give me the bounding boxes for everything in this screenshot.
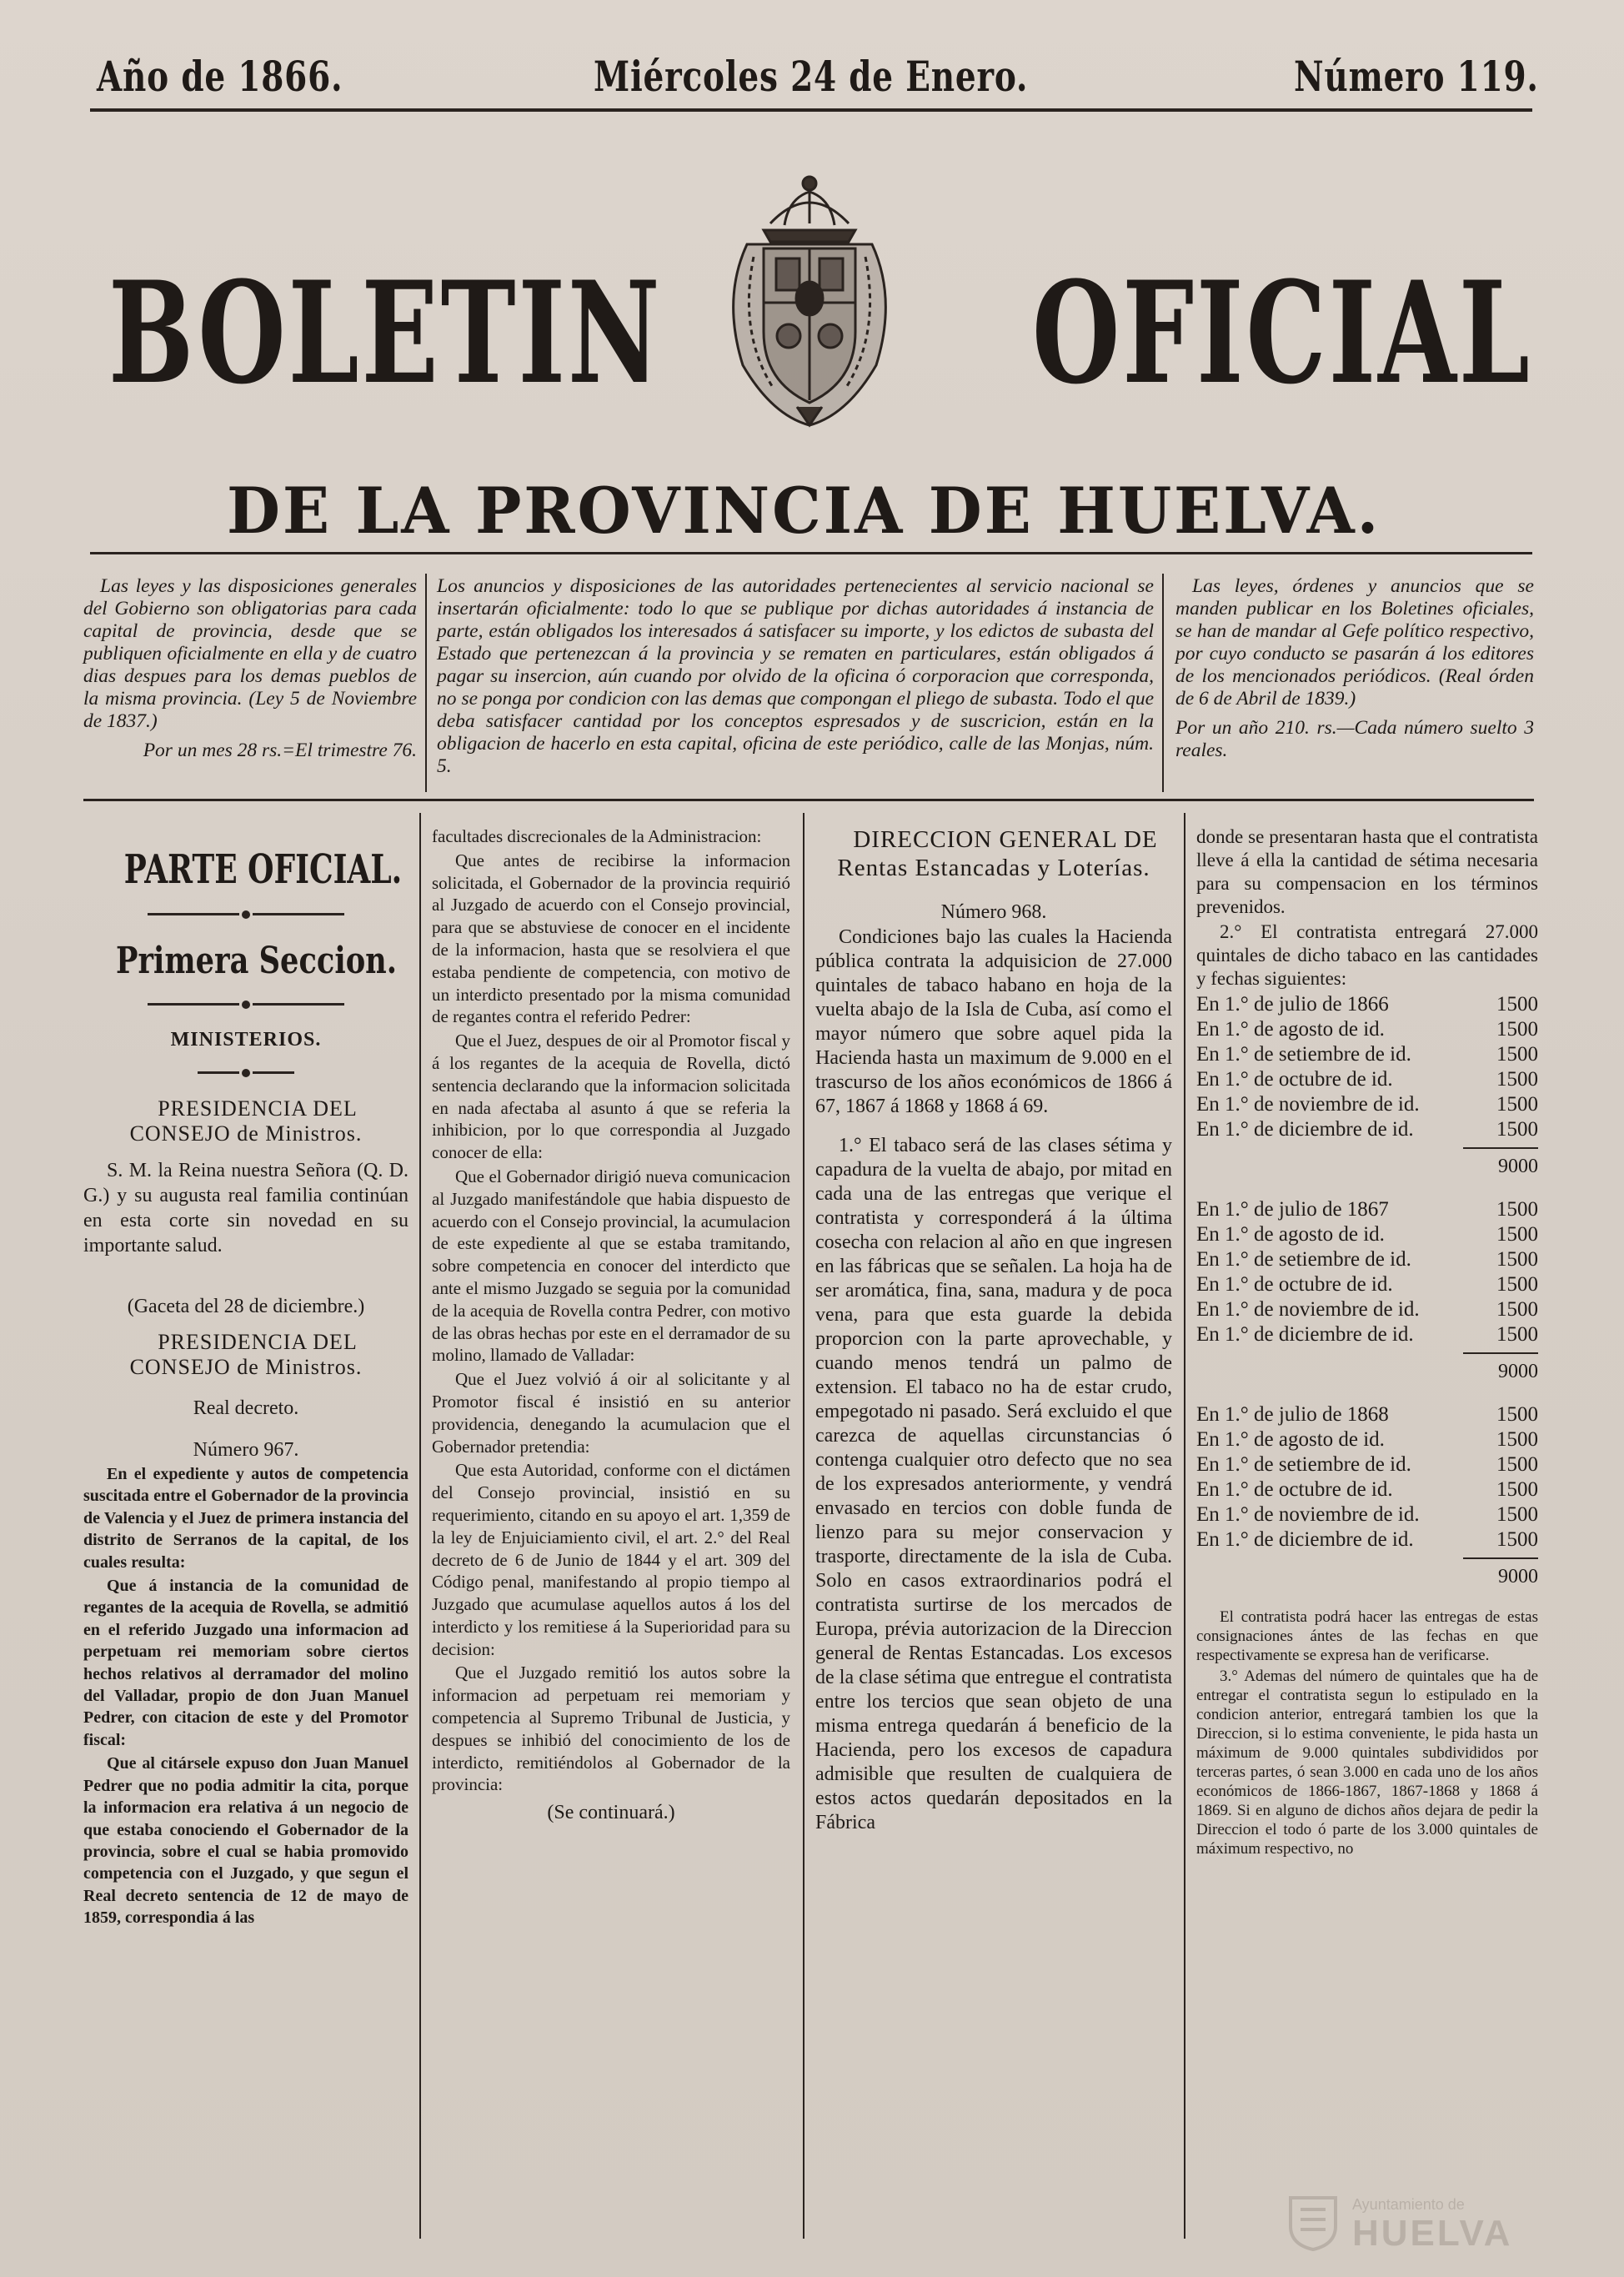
ministerios-heading: MINISTERIOS.	[170, 1029, 322, 1051]
schedule-row	[1196, 1502, 1538, 1527]
ornament	[83, 901, 409, 925]
schedule-quantity: 1500	[1496, 1503, 1538, 1526]
schedule-date: En 1.° de diciembre de id.	[1196, 1118, 1414, 1141]
notice-left-price: Por un mes 28 rs.=El trimestre 76.	[143, 740, 417, 761]
schedule-row	[1196, 1477, 1538, 1502]
schedule-quantity: 1500	[1496, 993, 1538, 1016]
schedule-date: En 1.° de octubre de id.	[1196, 1068, 1393, 1091]
schedule-quantity: 1500	[1496, 1273, 1538, 1296]
schedule-quantity: 1500	[1496, 1248, 1538, 1271]
schedule-quantity: 1500	[1496, 1528, 1538, 1551]
sum-rule	[1463, 1352, 1538, 1354]
schedule-row	[1196, 992, 1538, 1017]
numero-968: Número 968.	[940, 901, 1047, 923]
schedule-date: En 1.° de diciembre de id.	[1196, 1323, 1414, 1346]
schedule-row	[1196, 1427, 1538, 1452]
column-divider-1	[419, 813, 421, 2239]
schedule-row	[1196, 1067, 1538, 1092]
issue-year: Año de 1866.	[97, 52, 343, 101]
paragraph: 1.° El tabaco será de las clases sétima y capadura de la vuelta de abajo, por mitad en cada una de las entregas que verique el contratista y corresponderá á la última cosecha con relacion al año en que ingresen en las fábricas que se señalen. La hoja ha de ser aromática, fina, sana, madura y de poca vena, para que esta guarde la debida proporcion con la parte aprovechable, y cuando menos tendrá un palmo de extension. El tabaco no ha de estar crudo, empegotado ni pasado. Será excluido el que carezca de aquellas circunstancias ó contenga cualquier otro defecto que no sea de los expresados anteriormente, y vendrá envasado en tercios con doble funda de lienzo para su mejor conservacion y trasporte, directamente de la isla de Cuba. Solo en casos extraordinarios podrá el contratista surtirse de los mercados de Europa, prévia autorizacion de la Direccion general de Rentas Estancadas. Los excesos de la clase sétima que entregue el contratista entre los tercios que sean objeto de una misma entrega quedarán á beneficio de la Hacienda, pero los excesos de capadura admisible que resulten de cualquiera de estos actos quedarán depositados en la Fábrica	[815, 1135, 1172, 1833]
schedule-date: En 1.° de julio de 1866	[1196, 993, 1389, 1016]
schedule-row	[1196, 1452, 1538, 1477]
paragraph: En el expediente y autos de competencia suscitada entre el Gobernador de la provincia de Valencia y el Juez de primera instancia del distrito de Serranos de la capital, de los cuales resulta:	[83, 1465, 409, 1572]
paragraph: 3.° Ademas del número de quintales que ha de entregar el contratista segun lo estipulado en la condicion anterior, entregará tambien los que la Direccion, si lo estima conveniente, le pida hasta un máximum de 9.000 quintales subdivididos por terceras partes, ó sean 3.000 en cada uno de los años económicos de 1866-1867, 1867-1868 y 1868 á 1869. Si en alguno de dichos años dejara de pedir la Direccion el todo ó parte de los 3.000 quintales de máximum respectivo, no	[1196, 1668, 1538, 1858]
notices-rule	[83, 799, 1534, 801]
schedule-total-3: 9000	[1498, 1566, 1538, 1587]
continuara-note: (Se continuará.)	[547, 1802, 675, 1824]
schedule-quantity: 1500	[1496, 1043, 1538, 1066]
column-divider-2	[803, 813, 804, 2239]
ornament	[83, 991, 409, 1015]
schedule-date: En 1.° de agosto de id.	[1196, 1223, 1385, 1246]
schedule-row	[1196, 1117, 1538, 1142]
primera-seccion-title: Primera Seccion.	[116, 940, 398, 982]
schedule-date: En 1.° de octubre de id.	[1196, 1478, 1393, 1501]
schedule-quantity: 1500	[1496, 1198, 1538, 1221]
delivery-schedule-1866	[1196, 992, 1538, 1142]
schedule-date: En 1.° de agosto de id.	[1196, 1018, 1385, 1041]
schedule-row	[1196, 1247, 1538, 1272]
schedule-row	[1196, 1222, 1538, 1247]
delivery-schedule-1867	[1196, 1197, 1538, 1347]
schedule-quantity: 1500	[1496, 1223, 1538, 1246]
paragraph: Que á instancia de la comunidad de regantes de la acequia de Rovella, se admitió en el referido Juzgado una informacion ad perpetuam rei memoriam sobre ciertos hechos relativos al derramador del molino del Valladar, propio de don Juan Manuel Pedrer, con citacion de este y del Promotor fiscal:	[83, 1577, 409, 1749]
schedule-row	[1196, 1042, 1538, 1067]
schedule-quantity: 1500	[1496, 1478, 1538, 1501]
sum-rule	[1463, 1147, 1538, 1149]
schedule-date: En 1.° de julio de 1867	[1196, 1198, 1389, 1221]
paragraph: Que esta Autoridad, conforme con el dictámen del Consejo provincial, insistió en su requerimiento, citando en su apoyo el art. 1,359 de la ley de Enjuiciamiento civil, el art. 2.° del Real decreto de 6 de Junio de 1844 y el art. 309 del Código penal, manifestando al propio tiempo al Juzgado que acumulase aquellos autos á los del interdicto y los remitiese á la Superioridad para su decision:	[432, 1460, 790, 1659]
paragraph: Que el Gobernador dirigió nueva comunicacion al Juzgado manifestándole que habia dispuesto de acuerdo con el Consejo provincial, la acumulacion de este expediente al que se estaba tramitando, sobre competencia en conocer del interdicto que ante el mismo Juzgado se seguia por la comunidad de la acequia de Rovella contra Pedrer, con motivo de las obras hechas por este en el derramador de su molino, llamado de Valladar:	[432, 1166, 790, 1366]
watermark-line-1: Ayuntamiento de	[1352, 2196, 1465, 2213]
schedule-date: En 1.° de agosto de id.	[1196, 1428, 1385, 1451]
paragraph: facultades discrecionales de la Administracion:	[432, 826, 762, 846]
schedule-date: En 1.° de octubre de id.	[1196, 1273, 1393, 1296]
column-3	[815, 825, 1172, 1837]
schedule-date: En 1.° de noviembre de id.	[1196, 1503, 1420, 1526]
notice-left-text: Las leyes y las disposiciones generales del Gobierno son obligatorias para cada capital de provincia, desde que se publiquen oficialmente en ella y de cuatro dias despues para los demas pueblos de la misma provincia. (Ley 5 de Noviembre de 1837.)	[83, 575, 417, 732]
masthead-rule	[90, 552, 1532, 554]
direccion-heading: DIRECCION GENERAL DE Rentas Estancadas y Loterías.	[837, 826, 1158, 881]
archive-watermark	[1284, 2189, 1601, 2256]
paragraph: donde se presentaran hasta que el contratista lleve á ella la cantidad de sétima necesaria para su compensacion en los términos prevenidos.	[1196, 826, 1538, 917]
masthead-right-word: OFICIAL	[1032, 250, 1532, 415]
royal-coat-of-arms-icon	[705, 165, 914, 432]
schedule-date: En 1.° de noviembre de id.	[1196, 1093, 1420, 1116]
schedule-date: En 1.° de diciembre de id.	[1196, 1528, 1414, 1551]
schedule-total-1: 9000	[1498, 1156, 1538, 1177]
schedule-total-2: 9000	[1498, 1361, 1538, 1382]
schedule-date: En 1.° de setiembre de id.	[1196, 1248, 1411, 1271]
paragraph: 2.° El contratista entregará 27.000 quintales de dicho tabaco en las cantidades y fechas siguientes:	[1196, 921, 1538, 989]
column-1	[83, 821, 409, 1931]
schedule-row	[1196, 1402, 1538, 1427]
schedule-row	[1196, 1297, 1538, 1322]
column-divider-3	[1184, 813, 1185, 2239]
sum-rule	[1463, 1557, 1538, 1559]
notice-right-text: Las leyes, órdenes y anuncios que se manden publicar en los Boletines oficiales, se han de mandar al Gefe político respectivo, por cuyo conducto se pasarán á los editores de los mencionados periódicos. (Real órden de 6 de Abril de 1839.)	[1175, 575, 1534, 710]
notice-right	[1175, 575, 1534, 762]
schedule-quantity: 1500	[1496, 1068, 1538, 1091]
schedule-quantity: 1500	[1496, 1403, 1538, 1426]
notice-divider-2	[1162, 574, 1164, 792]
city-crest-icon	[1284, 2193, 1342, 2253]
header-rule	[90, 108, 1532, 112]
schedule-row	[1196, 1272, 1538, 1297]
schedule-date: En 1.° de setiembre de id.	[1196, 1453, 1411, 1476]
numero-967: Número 967.	[193, 1439, 299, 1461]
schedule-quantity: 1500	[1496, 1093, 1538, 1116]
schedule-quantity: 1500	[1496, 1118, 1538, 1141]
paragraph: Que antes de recibirse la informacion solicitada, el Gobernador de la provincia requirió al Juzgado de acuerdo con el Consejo provincial, para que se abstuviese de conocer en el incidente de la informacion, hasta que se resolviera el que estaba pendiente de competencia, con motivo de un interdicto presentado por la misma comunidad de regantes contra el referido Pedrer:	[432, 850, 790, 1027]
gaceta-note: (Gaceta del 28 de diciembre.)	[127, 1296, 365, 1317]
paragraph: S. M. la Reina nuestra Señora (Q. D. G.) y su augusta real familia continúan en esta corte sin novedad en su importante salud.	[83, 1160, 409, 1256]
paragraph: Que el Juzgado remitió los autos sobre la informacion ad perpetuam rei memoriam y competencia al Supremo Tribunal de Justicia, y despues se inhibió del conocimiento de los de interdicto, remitiéndolos al Gobernador de la provincia:	[432, 1663, 790, 1795]
paragraph: Que el Juez, despues de oir al Promotor fiscal y á los regantes de la acequia de Rovella, dictó sentencia declarando que la informacion solicitada en nada afectaba al asunto á que se referia la inhibicion, por lo que correspondia al Juzgado conocer de ella:	[432, 1031, 790, 1163]
schedule-row	[1196, 1092, 1538, 1117]
parte-oficial-title: PARTE OFICIAL.	[123, 846, 403, 893]
masthead-subtitle: DE LA PROVINCIA DE HUELVA.	[227, 474, 1381, 548]
paragraph: Condiciones bajo las cuales la Hacienda pública contrata la adquisicion de 27.000 quintales de tabaco habano en hoja de la vuelta abajo de la Isla de Cuba, así como el mayor número que sobre aquel pida la Hacienda hasta un maximum de 9.000 en el trascurso de los años económicos de 1866 á 67, 1867 á 1868 y 1868 á 69.	[815, 926, 1172, 1117]
notice-right-price: Por un año 210. rs.—Cada número suelto 3 reales.	[1175, 717, 1534, 761]
watermark-line-2: HUELVA	[1352, 2213, 1513, 2254]
schedule-row	[1196, 1527, 1538, 1552]
schedule-quantity: 1500	[1496, 1018, 1538, 1041]
schedule-quantity: 1500	[1496, 1323, 1538, 1346]
issue-number: Número 119.	[1294, 52, 1539, 101]
notice-divider-1	[425, 574, 427, 792]
presidencia-heading-2: PRESIDENCIA DEL CONSEJO de Ministros.	[129, 1330, 363, 1379]
column-4	[1196, 825, 1538, 1860]
schedule-row	[1196, 1322, 1538, 1347]
notice-left	[83, 575, 417, 762]
masthead-left-word: BOLETIN	[108, 250, 663, 415]
real-decreto-heading: Real decreto.	[193, 1397, 299, 1419]
schedule-row	[1196, 1197, 1538, 1222]
column-2	[432, 825, 790, 1826]
schedule-quantity: 1500	[1496, 1453, 1538, 1476]
presidencia-heading-1: PRESIDENCIA DEL CONSEJO de Ministros.	[129, 1096, 363, 1146]
schedule-quantity: 1500	[1496, 1298, 1538, 1321]
paragraph: Que al citársele expuso don Juan Manuel Pedrer que no podia admitir la cita, porque la informacion era relativa á un negocio de que estaba conociendo el Gobernador de la provincia, sobre el cual se habia promovido competencia con el Juzgado, y que segun el Real decreto sentencia de 12 de mayo de 1859, correspondia á las	[83, 1754, 409, 1928]
paragraph: Que el Juez volvió á oir al solicitante y al Promotor fiscal é insistió en su anterior providencia, denegando la acumulacion que el Gobernador pretendia:	[432, 1369, 790, 1457]
issue-date: Miércoles 24 de Enero.	[594, 52, 1029, 101]
notice-center	[437, 575, 1154, 778]
schedule-date: En 1.° de setiembre de id.	[1196, 1043, 1411, 1066]
ornament	[83, 1060, 409, 1083]
notice-center-text: Los anuncios y disposiciones de las autoridades pertenecientes al servicio nacional se insertarán oficialmente: todo lo que se publique por dichas autoridades á instancia de parte, están obligados los interesados á satisfacer su importe, y los edictos de subasta del Estado que pertenezcan á la provincia y se rematen en particulares, están obligados á pagar su insercion, aún cuando por olvido de la oficina ó corporacion que corresponda, no se ponga por condicion con las demas que compongan el pliego de subasta. Todo el que deba satisfacer cantidad por los conceptos espresados y de suscricion, están en la obligacion de hacerlo en esta capital, oficina de este periódico, calle de las Monjas, núm. 5.	[437, 575, 1154, 777]
schedule-quantity: 1500	[1496, 1428, 1538, 1451]
schedule-date: En 1.° de julio de 1868	[1196, 1403, 1389, 1426]
schedule-row	[1196, 1017, 1538, 1042]
paragraph: El contratista podrá hacer las entregas de estas consignaciones ántes de las fechas en que respectivamente se expresa han de verificarse.	[1196, 1608, 1538, 1664]
delivery-schedule-1868	[1196, 1402, 1538, 1552]
schedule-date: En 1.° de noviembre de id.	[1196, 1298, 1420, 1321]
